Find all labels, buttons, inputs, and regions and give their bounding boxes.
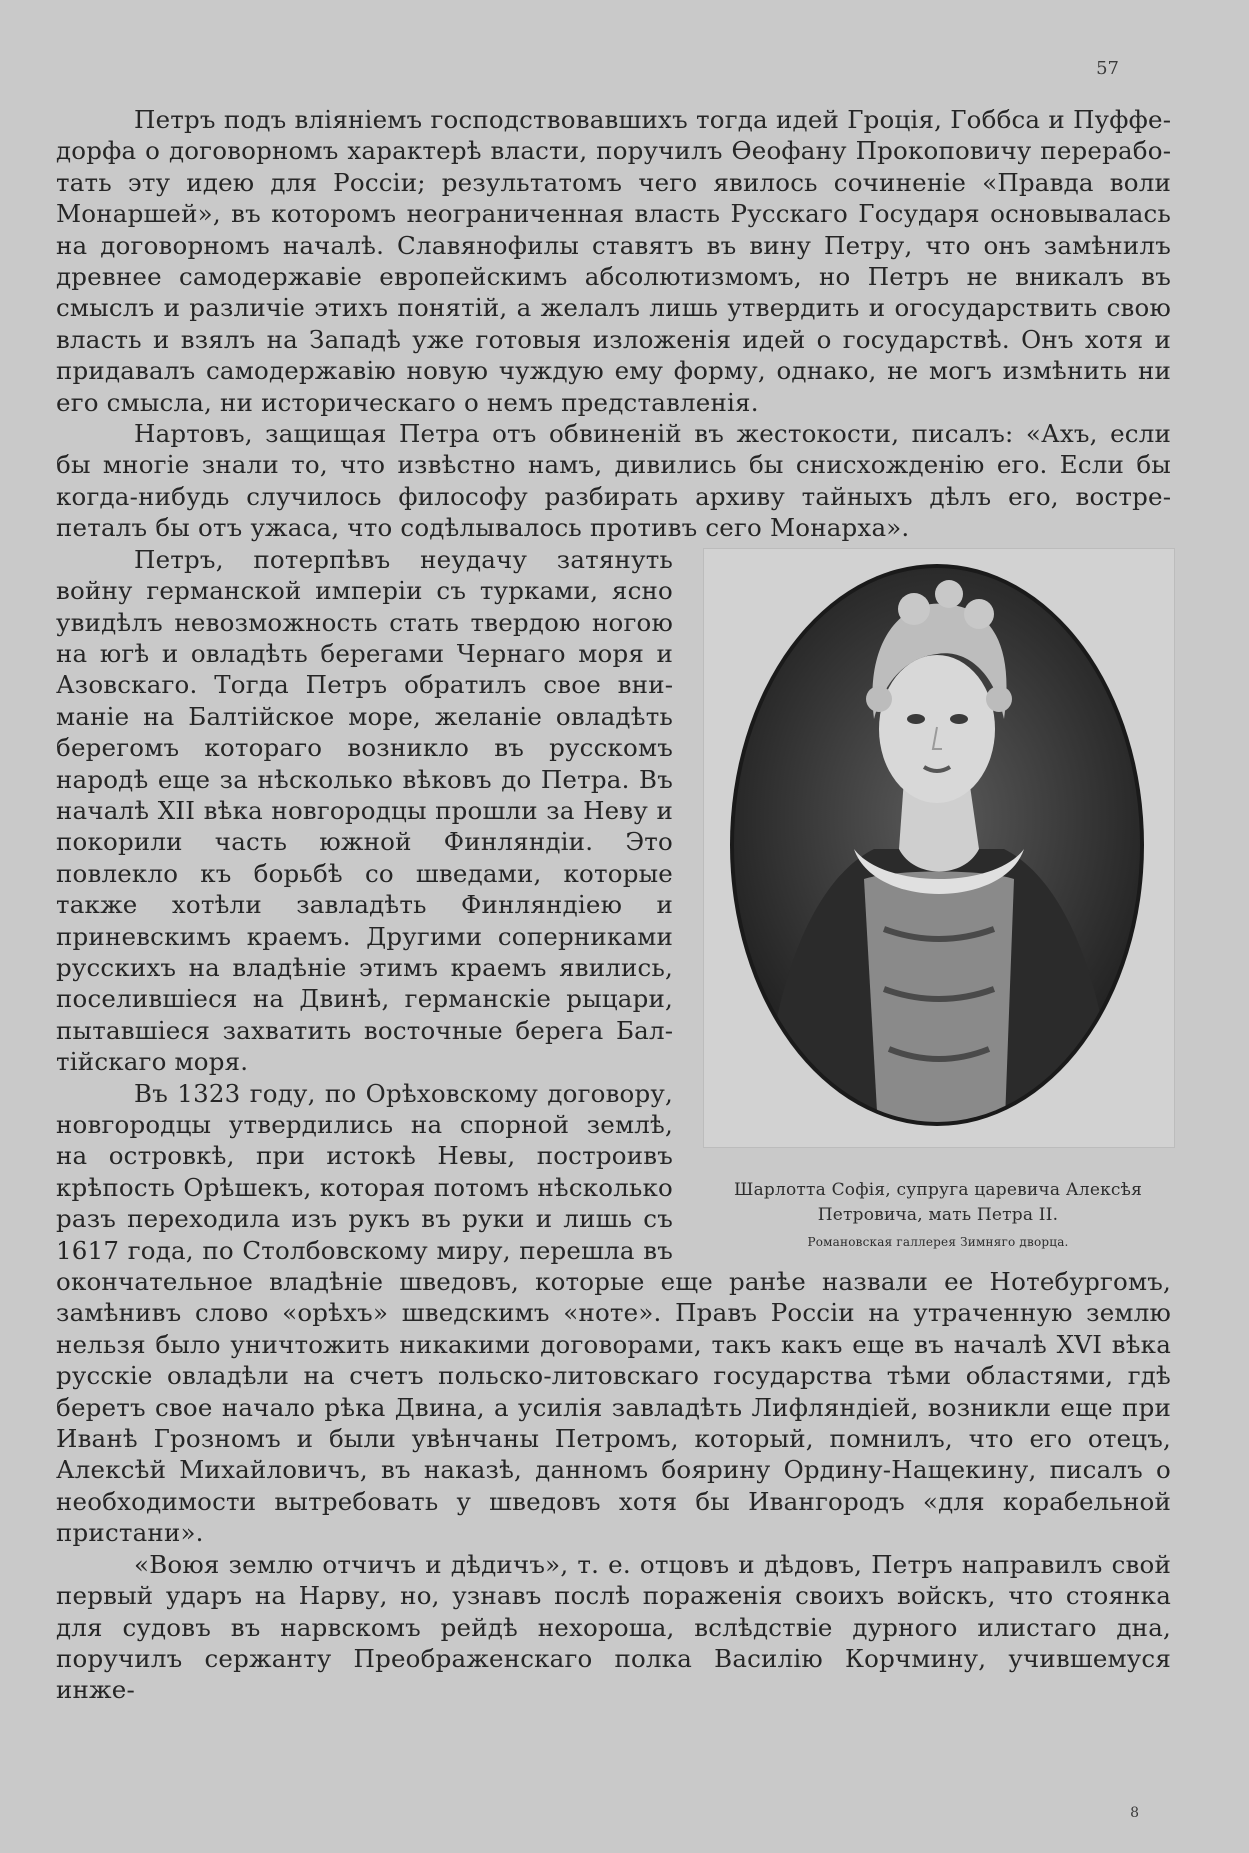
page-number: 57 bbox=[1096, 58, 1119, 79]
portrait-caption bbox=[703, 1178, 1173, 1250]
paragraph-2-text: Нартовъ, защищая Петра отъ обвиненій въ жестокости, писалъ: «Ахъ, если бы многіе знали то, что извѣстно намъ, дивились бы снисхожденію его. Если бы когда-нибудь случилось философу разбирать архиву тайныхъ дѣлъ его, вострепеталъ бы отъ ужаса, что содѣлывалось противъ сего Монарха». bbox=[56, 419, 1171, 543]
caption-source: Романовская галлерея Зимняго дворца. bbox=[807, 1234, 1069, 1249]
paragraph-3: Петръ, потерпѣвъ неудачу затянуть войну германской имперіи съ турками, ясно увидѣлъ невозможность стать твердою ногою на югѣ и овладѣть берегами Чернаго моря и Азовскаго. Тогда Петръ обратилъ свое вниманіе на Балтійское море, желаніе овладѣть берегомъ котораго возникло въ русскомъ народѣ еще за нѣсколько вѣковъ до Петра. Въ началѣ XII вѣка новгородцы прошли за Неву и покорили часть южной Финляндіи. Это повлекло къ борьбѣ со шведами, которые также хотѣли завладѣть Финляндіею и приневскимъ краемъ. Другими соперниками русскихъ на владѣніе этимъ краемъ явились, поселившіеся на Двинѣ, германскіе рыцари, пытавшіеся захватить восточные берега Балтійскаго моря. bbox=[56, 544, 673, 1077]
sheet-mark: 8 bbox=[1130, 1805, 1139, 1821]
portrait-figure bbox=[703, 548, 1173, 1260]
caption-line-2: Петровича, мать Петра II. bbox=[817, 1204, 1059, 1225]
paragraph-2 bbox=[56, 418, 1171, 544]
portrait-image bbox=[703, 548, 1175, 1148]
paragraph-1: Петръ подъ вліяніемъ господствовавшихъ тогда идей Гроція, Гоббса и Пуффедорфа о договорномъ характерѣ власти, поручилъ Ѳеофану Прокоповичу переработать эту идею для Россіи; результатомъ чего явилось сочиненіе «Правда воли Монаршей», въ которомъ неограниченная власть Русскаго Государя основывалась на договорномъ началѣ. Славянофилы ставятъ въ вину Петру, что онъ замѣнилъ древнее самодержавіе европейскимъ абсолютизмомъ, но Петръ не вникалъ въ смыслъ и различіе этихъ понятій, а желалъ лишь утвердить и огосударствить свою власть и взялъ на Западѣ уже готовыя изложенія идей о государствѣ. Онъ хотя и придавалъ самодержавію новую чуждую ему форму, однако, не могъ измѣнить ни его смысла, ни историческаго о немъ представленія. bbox=[56, 105, 1171, 417]
body-text bbox=[56, 104, 1171, 1706]
caption-line-1: Шарлотта Софія, супруга царевича Алексѣя bbox=[733, 1179, 1143, 1200]
paragraph-5: «Воюя землю отчичъ и дѣдичъ», т. е. отцовъ и дѣдовъ, Петръ направилъ свой первый ударъ на Нарву, но, узнавъ послѣ пораженія своихъ войскъ, что стоянка для судовъ въ нарвскомъ рейдѣ нехороша, вслѣдствіе дурного илистаго дна, поручилъ сержанту Преображенскаго полка Василію Корчмину, учившемуся инже- bbox=[56, 1549, 1171, 1705]
portrait-illustration bbox=[704, 549, 1174, 1147]
paragraph-4: Въ 1323 году, по Орѣховскому договору, новгородцы утвердились на спорной землѣ, на островкѣ, при истокѣ Невы, построивъ крѣпость Орѣшекъ, которая потомъ нѣсколько разъ переходила изъ рукъ въ руки и лишь съ 1617 года, по Столбовскому миру, перешла въ окончательное владѣніе шведовъ, которые еще ранѣе назвали ее Нотебургомъ, замѣнивъ слово «орѣхъ» шведскимъ «ноте». Правъ Россіи на утраченную землю нельзя было уничтожить никакими договорами, такъ какъ еще въ началѣ XVI вѣка русскіе овладѣли на счетъ польско-литовскаго государства тѣми областями, гдѣ беретъ свое начало рѣка Двина, а усилія завладѣть Лифляндіей, возникли еще при Иванѣ Грозномъ и были увѣнчаны Петромъ, который, помнилъ, что его отецъ, Алексѣй Михайловичъ, въ наказѣ, данномъ боярину Ордину-Нащекину, писалъ о необходимости вытребовать у шведовъ хотя бы Ивангородъ «для корабельной пристани». bbox=[56, 1078, 1171, 1548]
